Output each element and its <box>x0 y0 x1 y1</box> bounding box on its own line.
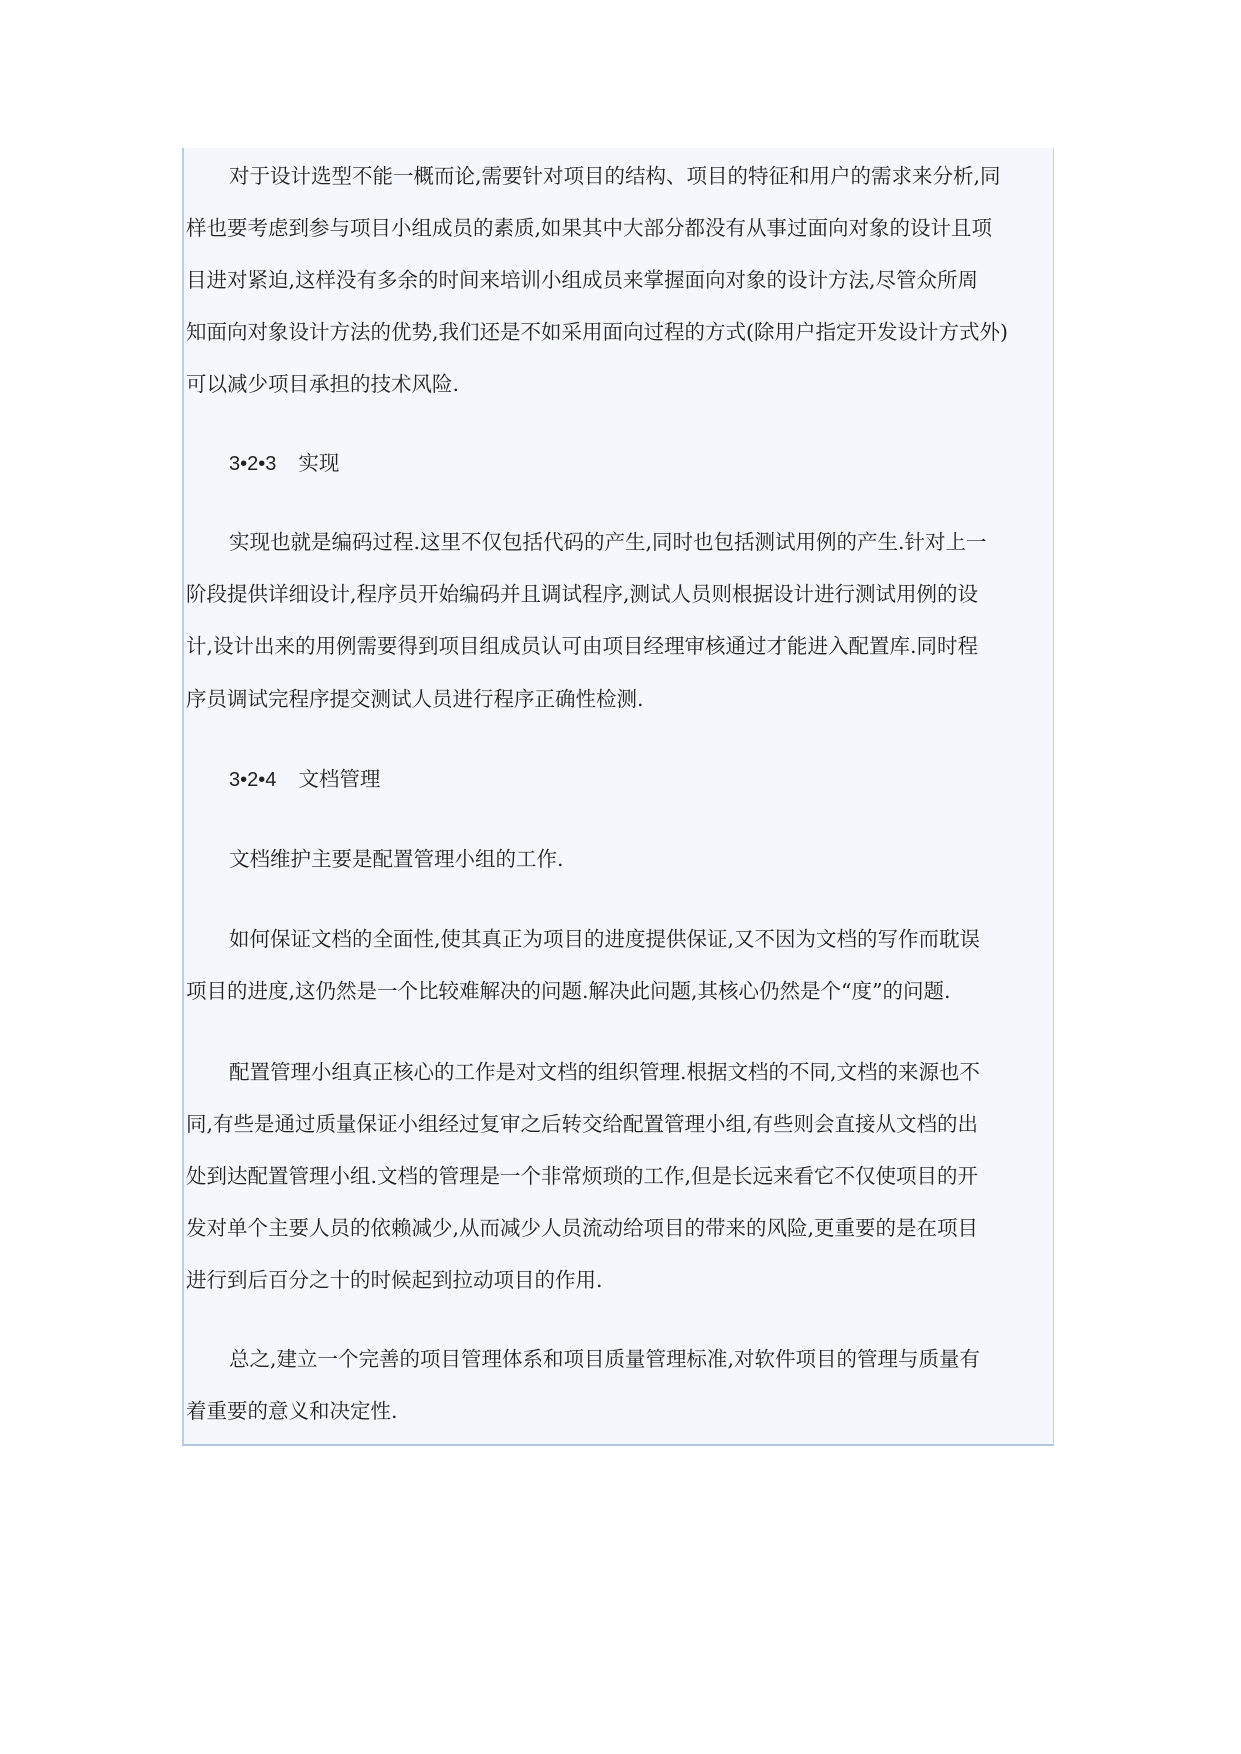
paragraph-line: 对于设计选型不能一概而论,需要针对项目的结构、项目的特征和用户的需求来分析,同 <box>229 164 1001 188</box>
paragraph-line: 序员调试完程序提交测试人员进行程序正确性检测. <box>186 687 644 711</box>
paragraph-line: 如何保证文档的全面性,使其真正为项目的进度提供保证,又不因为文档的写作而耽误 <box>229 927 981 951</box>
paragraph-line: 进行到后百分之十的时候起到拉动项目的作用. <box>186 1268 603 1292</box>
section-title: 文档管理 <box>298 767 381 791</box>
paragraph-line: 目进对紧迫,这样没有多余的时间来培训小组成员来掌握面向对象的设计方法,尽管众所周 <box>186 268 979 292</box>
paragraph-line: 文档维护主要是配置管理小组的工作. <box>229 847 564 871</box>
paragraph-line: 可以减少项目承担的技术风险. <box>186 372 460 396</box>
paragraph-line: 实现也就是编码过程.这里不仅包括代码的产生,同时也包括测试用例的产生.针对上一 <box>229 530 987 554</box>
paragraph-line: 处到达配置管理小组.文档的管理是一个非常烦琐的工作,但是长远来看它不仅使项目的开 <box>186 1164 979 1188</box>
paragraph-line: 样也要考虑到参与项目小组成员的素质,如果其中大部分都没有从事过面向对象的设计且项 <box>186 216 993 240</box>
section-number: 3•2•3 <box>229 453 277 475</box>
paragraph-line: 同,有些是通过质量保证小组经过复审之后转交给配置管理小组,有些则会直接从文档的出 <box>186 1112 979 1136</box>
section-number: 3•2•4 <box>229 769 277 791</box>
section-heading-implementation <box>229 450 339 477</box>
paragraph-line: 配置管理小组真正核心的工作是对文档的组织管理.根据文档的不同,文档的来源也不 <box>229 1060 981 1084</box>
paragraph-line: 阶段提供详细设计,程序员开始编码并且调试程序,测试人员则根据设计进行测试用例的设 <box>186 582 979 606</box>
paragraph-line: 知面向对象设计方法的优势,我们还是不如采用面向过程的方式(除用户指定开发设计方式外) <box>186 320 1009 344</box>
paragraph-line: 项目的进度,这仍然是一个比较难解决的问题.解决此问题,其核心仍然是个“度”的问题. <box>186 979 951 1003</box>
paragraph-line: 发对单个主要人员的依赖减少,从而减少人员流动给项目的带来的风险,更重要的是在项目 <box>186 1216 979 1240</box>
section-heading-doc-management <box>229 766 380 793</box>
paragraph-line: 总之,建立一个完善的项目管理体系和项目质量管理标准,对软件项目的管理与质量有 <box>229 1347 981 1371</box>
paragraph-line: 计,设计出来的用例需要得到项目组成员认可由项目经理审核通过才能进入配置库.同时程 <box>186 634 979 658</box>
section-title: 实现 <box>298 451 340 475</box>
paragraph-line: 着重要的意义和决定性. <box>186 1399 398 1423</box>
